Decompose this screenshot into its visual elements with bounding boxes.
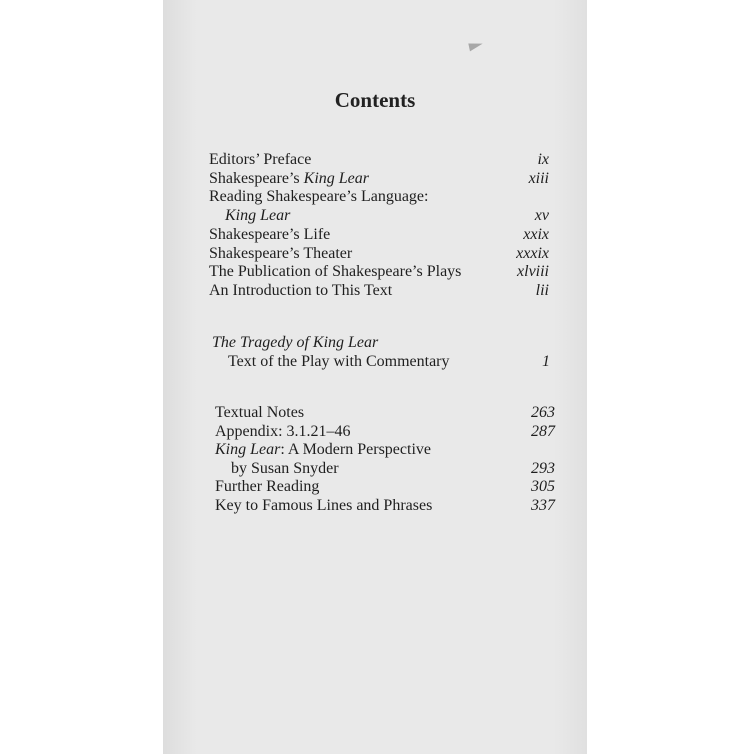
toc-entry-text: Reading Shakespeare’s Language: xyxy=(209,188,429,206)
toc-entry-title xyxy=(215,477,319,496)
toc-page-number: 305 xyxy=(531,478,555,495)
toc-entry-title xyxy=(209,169,369,188)
toc-entry xyxy=(209,187,549,206)
toc-entry xyxy=(209,225,549,244)
toc-entry-text: by Susan Snyder xyxy=(231,459,339,477)
toc-entry xyxy=(209,206,549,225)
toc-entry-text: The Tragedy of King Lear xyxy=(212,334,379,351)
toc-entry-title xyxy=(212,333,378,352)
toc-page-number: 293 xyxy=(531,459,555,477)
toc-entry-title xyxy=(231,459,339,478)
toc-page-number: lii xyxy=(535,281,549,299)
toc-entry xyxy=(215,403,555,422)
toc-page-number: xxix xyxy=(523,225,549,243)
toc-entry xyxy=(209,244,549,263)
toc-entry-text: Shakespeare’s xyxy=(209,169,304,187)
page-title: Contents xyxy=(334,88,416,112)
toc-entry-title xyxy=(225,206,290,225)
toc-entry-title xyxy=(209,225,330,244)
toc-entry xyxy=(209,169,549,188)
toc-entry-text: King Lear xyxy=(215,441,281,458)
toc-entry xyxy=(209,281,549,300)
toc-entry-text: Key to Famous Lines and Phrases xyxy=(215,496,433,514)
toc-entry-title xyxy=(209,244,352,263)
toc-entry-text: : A Modern Perspective xyxy=(280,441,431,458)
toc-entry-title xyxy=(228,352,450,371)
toc-entry-text: Textual Notes xyxy=(215,404,305,421)
toc-entry-text: Shakespeare’s Life xyxy=(209,225,331,243)
toc-page-number: 337 xyxy=(531,496,555,514)
page-smudge xyxy=(468,41,483,52)
toc-entry-title xyxy=(215,422,351,441)
toc-page-number: ix xyxy=(537,151,549,168)
toc-entry xyxy=(215,496,555,515)
toc-page-number: 263 xyxy=(531,404,555,421)
toc-entry-title xyxy=(215,403,304,422)
toc-entry-text: Shakespeare’s Theater xyxy=(209,244,353,262)
toc-entry xyxy=(215,440,555,459)
toc-entry-text: Editors’ Preface xyxy=(209,151,312,168)
toc-entry-text: An Introduction to This Text xyxy=(209,281,393,299)
toc-page-number: xlviii xyxy=(517,263,549,281)
toc-entry xyxy=(215,422,555,441)
toc-entry xyxy=(212,352,550,371)
toc-entry-text: King Lear xyxy=(225,207,291,225)
toc-entry-title xyxy=(215,496,432,515)
toc-entry xyxy=(215,459,555,478)
toc-entry-title xyxy=(215,440,431,459)
toc-page-number: 287 xyxy=(531,422,555,440)
toc-entry-title xyxy=(209,187,428,206)
toc-entry-text: Appendix: 3.1.21–46 xyxy=(215,422,351,440)
toc-entry xyxy=(209,150,549,169)
toc-entry xyxy=(209,262,549,281)
toc-entry-title xyxy=(209,262,461,281)
toc-page-number: xxxix xyxy=(516,244,549,262)
toc-entry xyxy=(212,333,550,352)
toc-entry xyxy=(215,477,555,496)
toc-entry-text: Text of the Play with Commentary xyxy=(228,352,450,370)
toc-page-number: xiii xyxy=(528,169,549,187)
toc-page-number: xv xyxy=(534,207,549,225)
toc-entry-text: Further Reading xyxy=(215,478,320,495)
toc-entry-title xyxy=(209,281,392,300)
book-page xyxy=(163,0,587,754)
toc-entry-text: King Lear xyxy=(303,169,369,187)
toc-page-number: 1 xyxy=(542,352,550,370)
toc-entry-text: The Publication of Shakespeare’s Plays xyxy=(209,263,462,281)
toc-entry-title xyxy=(209,150,311,169)
